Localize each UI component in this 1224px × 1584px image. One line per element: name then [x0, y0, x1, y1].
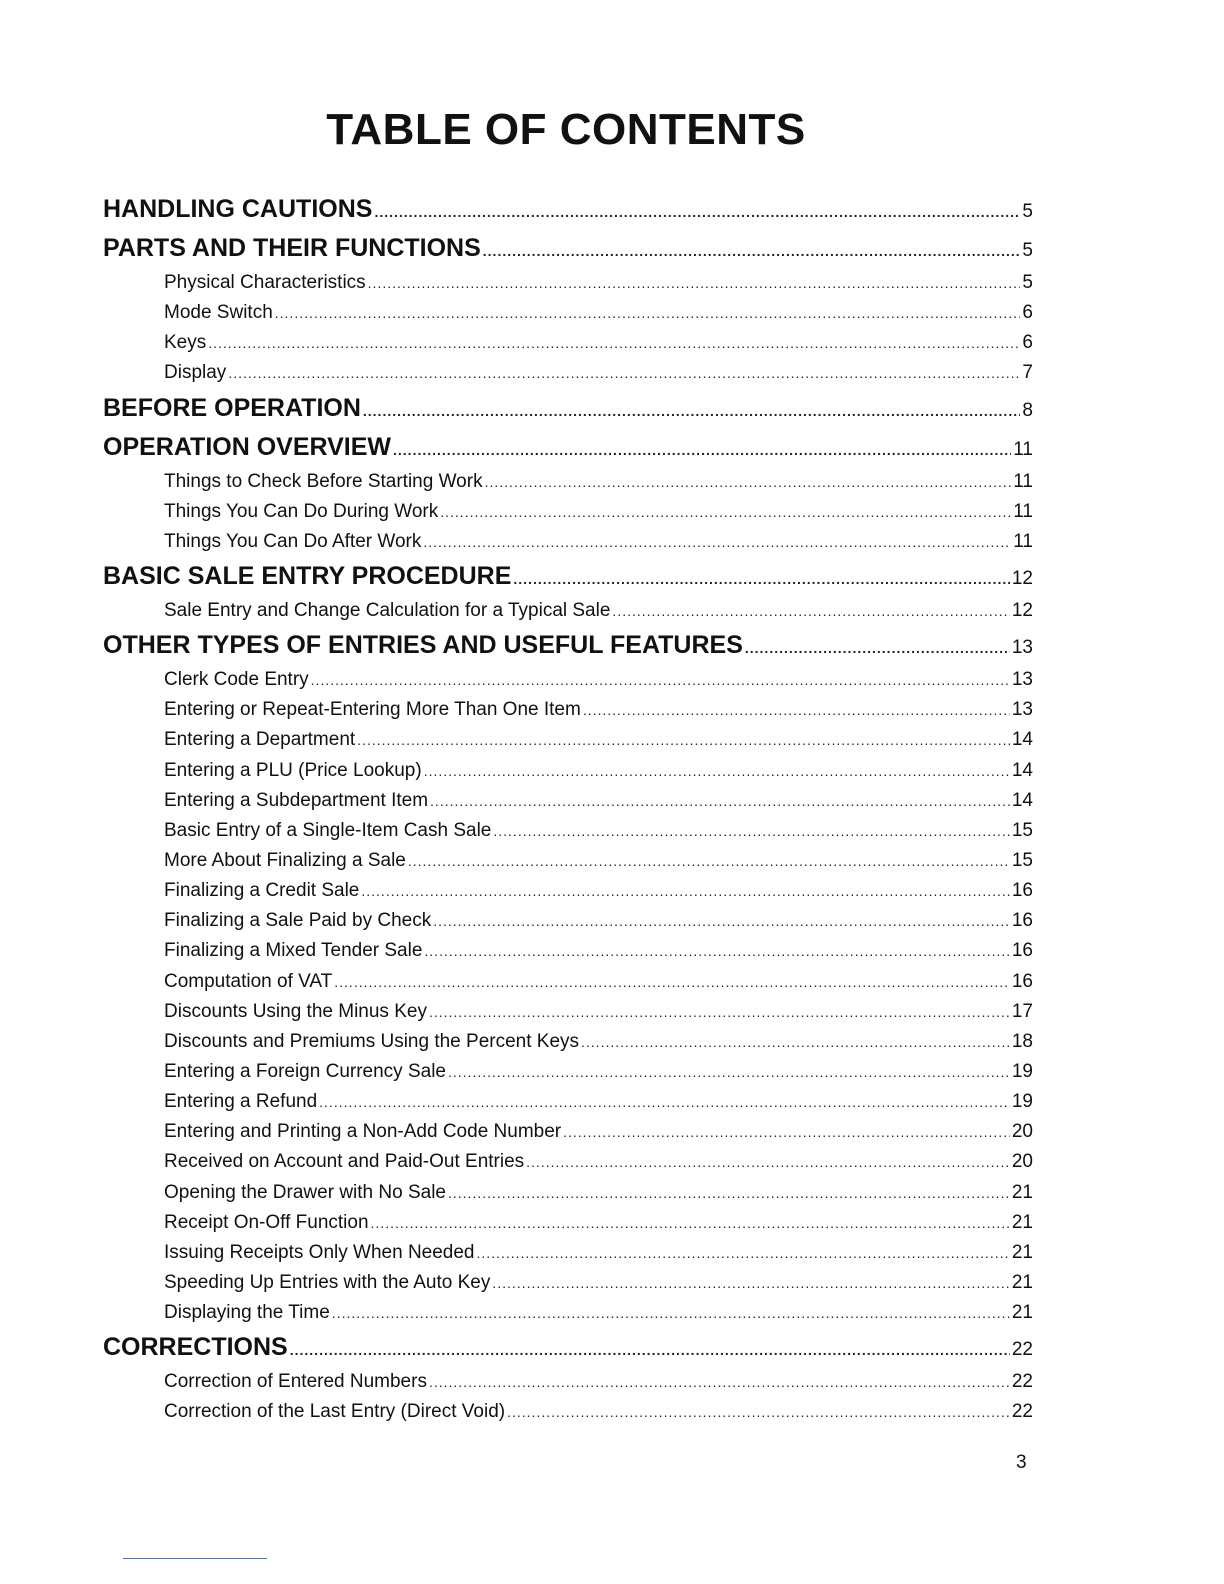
toc-section[interactable] — [103, 389, 1033, 428]
toc-page-number: 13 — [1011, 637, 1033, 659]
toc-page-number: 14 — [1011, 789, 1033, 811]
dot-leader — [319, 1087, 1010, 1117]
toc-page-number: 14 — [1011, 759, 1033, 781]
dot-leader — [430, 786, 1010, 816]
dot-leader — [493, 816, 1009, 846]
dot-leader — [448, 1057, 1010, 1087]
dot-leader — [368, 268, 1021, 298]
toc-item[interactable] — [103, 846, 1033, 876]
toc-section-title: OPERATION OVERVIEW — [103, 432, 392, 461]
toc-page-number: 11 — [1013, 470, 1033, 492]
toc-item[interactable] — [103, 725, 1033, 755]
dot-leader — [477, 1238, 1010, 1268]
toc-page-number: 14 — [1011, 729, 1033, 751]
toc-item-label: Finalizing a Sale Paid by Check — [164, 910, 432, 932]
toc-section[interactable] — [103, 626, 1033, 665]
toc-item[interactable] — [103, 665, 1033, 695]
toc-item-label: Display — [164, 362, 227, 384]
toc-item-label: Sale Entry and Change Calculation for a Typical Sale — [164, 599, 611, 621]
toc-page-number: 15 — [1011, 849, 1033, 871]
toc-item-label: Discounts and Premiums Using the Percent Keys — [164, 1030, 580, 1052]
dot-leader — [513, 560, 1009, 599]
toc-item-label: Opening the Drawer with No Sale — [164, 1181, 446, 1203]
toc-item-label: More About Finalizing a Sale — [164, 849, 406, 871]
toc-item[interactable] — [103, 695, 1033, 725]
dot-leader — [583, 695, 1010, 725]
toc-item[interactable] — [103, 967, 1033, 997]
toc-item[interactable] — [103, 876, 1033, 906]
toc-page-number: 5 — [1022, 240, 1033, 261]
dot-leader — [311, 665, 1010, 695]
toc-item-label: Finalizing a Credit Sale — [164, 880, 360, 902]
toc-section[interactable] — [103, 1328, 1033, 1367]
toc-item[interactable] — [103, 1397, 1033, 1427]
toc-item[interactable] — [103, 596, 1033, 626]
toc-item-label: Things to Check Before Starting Work — [164, 470, 483, 492]
toc-item-label: Correction of the Last Entry (Direct Void) — [164, 1401, 506, 1423]
toc-item[interactable] — [103, 1298, 1033, 1328]
toc-item-label: Entering a Foreign Currency Sale — [164, 1060, 446, 1082]
toc-item-label: Entering or Repeat-Entering More Than One Item — [164, 699, 581, 721]
toc-item[interactable] — [103, 1117, 1033, 1147]
dot-leader — [275, 298, 1021, 328]
toc-page-number: 22 — [1011, 1401, 1033, 1423]
toc-item[interactable] — [103, 497, 1033, 527]
toc-item-label: Clerk Code Entry — [164, 669, 309, 691]
dot-leader — [483, 232, 1021, 271]
dot-leader — [440, 497, 1011, 527]
toc-item[interactable] — [103, 1208, 1033, 1238]
dot-leader — [423, 527, 1011, 557]
toc-item-label: Entering a Subdepartment Item — [164, 789, 429, 811]
toc-item-label: Entering a PLU (Price Lookup) — [164, 759, 422, 781]
toc-item[interactable] — [103, 358, 1033, 388]
toc-item[interactable] — [103, 268, 1033, 298]
toc-page-number: 11 — [1013, 500, 1033, 522]
dot-leader — [363, 392, 1021, 431]
toc-page-number: 17 — [1011, 1000, 1033, 1022]
dot-leader — [228, 358, 1020, 388]
toc-item[interactable] — [103, 816, 1033, 846]
toc-item-label: Receipt On-Off Function — [164, 1211, 369, 1233]
toc-item[interactable] — [103, 527, 1033, 557]
toc-section-title: BEFORE OPERATION — [103, 393, 361, 422]
toc-item-label: Entering a Department — [164, 729, 356, 751]
toc-item-label: Entering a Refund — [164, 1091, 318, 1113]
toc-item-label: Mode Switch — [164, 302, 273, 324]
dot-leader — [408, 846, 1010, 876]
dot-leader — [334, 967, 1010, 997]
toc-item-label: Computation of VAT — [164, 970, 333, 992]
dot-leader — [485, 467, 1012, 497]
dot-leader — [581, 1027, 1010, 1057]
toc-page-number: 19 — [1011, 1060, 1033, 1082]
toc-item[interactable] — [103, 1367, 1033, 1397]
toc-page-number: 5 — [1022, 201, 1033, 222]
toc-item-label: Issuing Receipts Only When Needed — [164, 1241, 475, 1263]
toc-item[interactable] — [103, 1057, 1033, 1087]
toc-page-number: 12 — [1011, 567, 1033, 589]
toc-section[interactable] — [103, 557, 1033, 596]
toc-page-number: 6 — [1022, 302, 1033, 324]
toc-page-number: 21 — [1011, 1211, 1033, 1233]
dot-leader — [433, 906, 1010, 936]
dot-leader — [371, 1208, 1010, 1238]
toc-page-number: 19 — [1011, 1091, 1033, 1113]
dot-leader — [424, 756, 1010, 786]
toc-page-number: 5 — [1022, 272, 1033, 293]
toc-page-number: 22 — [1011, 1339, 1033, 1361]
table-of-contents — [103, 190, 1033, 1428]
toc-page-number: 16 — [1011, 880, 1033, 902]
toc-item-label: Entering and Printing a Non-Add Code Number — [164, 1121, 562, 1143]
page-number: 3 — [1016, 1452, 1027, 1473]
toc-item-label: Speeding Up Entries with the Auto Key — [164, 1271, 491, 1293]
toc-page-number: 21 — [1011, 1181, 1033, 1203]
toc-section[interactable] — [103, 190, 1033, 229]
toc-item[interactable] — [103, 906, 1033, 936]
toc-item[interactable] — [103, 1027, 1033, 1057]
toc-page-number: 15 — [1011, 819, 1033, 841]
toc-item-label: Finalizing a Mixed Tender Sale — [164, 940, 423, 962]
toc-item-label: Things You Can Do During Work — [164, 500, 439, 522]
toc-item[interactable] — [103, 786, 1033, 816]
toc-item-label: Discounts Using the Minus Key — [164, 1000, 427, 1022]
dot-leader — [357, 725, 1010, 755]
toc-item-label: Keys — [164, 332, 207, 354]
toc-section[interactable] — [103, 428, 1033, 467]
dot-leader — [393, 431, 1011, 470]
toc-page-number: 13 — [1011, 699, 1033, 721]
toc-page-number: 21 — [1011, 1302, 1033, 1324]
dot-leader — [612, 596, 1009, 626]
toc-item-label: Displaying the Time — [164, 1302, 330, 1324]
toc-item[interactable] — [103, 936, 1033, 966]
toc-page-number: 16 — [1011, 970, 1033, 992]
dot-leader — [208, 328, 1020, 358]
dot-leader — [429, 997, 1010, 1027]
toc-page-number: 7 — [1022, 362, 1033, 384]
toc-page-number: 16 — [1011, 940, 1033, 962]
toc-item-label: Correction of Entered Numbers — [164, 1371, 427, 1393]
toc-page-number: 12 — [1011, 599, 1033, 621]
toc-page-number: 6 — [1022, 332, 1033, 354]
toc-page-number: 16 — [1011, 910, 1033, 932]
toc-item[interactable] — [103, 328, 1033, 358]
toc-item-label: Received on Account and Paid-Out Entries — [164, 1151, 525, 1173]
dot-leader — [745, 629, 1010, 668]
toc-item[interactable] — [103, 1087, 1033, 1117]
toc-item[interactable] — [103, 1178, 1033, 1208]
page-title: TABLE OF CONTENTS — [326, 105, 806, 154]
toc-item[interactable] — [103, 997, 1033, 1027]
toc-page-number: 22 — [1011, 1371, 1033, 1393]
toc-page-number: 11 — [1013, 530, 1033, 552]
toc-page-number: 11 — [1013, 438, 1033, 460]
dot-leader — [361, 876, 1009, 906]
toc-page-number: 21 — [1011, 1241, 1033, 1263]
toc-page-number: 18 — [1011, 1030, 1033, 1052]
dot-leader — [448, 1178, 1010, 1208]
toc-page-number: 13 — [1011, 669, 1033, 691]
dot-leader — [424, 936, 1009, 966]
toc-item-label: Basic Entry of a Single-Item Cash Sale — [164, 819, 492, 841]
toc-item-label: Things You Can Do After Work — [164, 530, 422, 552]
dot-leader — [492, 1268, 1009, 1298]
footer-rule — [123, 1558, 267, 1559]
toc-section-title: OTHER TYPES OF ENTRIES AND USEFUL FEATURES — [103, 631, 743, 660]
toc-section-title: CORRECTIONS — [103, 1333, 288, 1362]
toc-page-number: 21 — [1011, 1271, 1033, 1293]
toc-item[interactable] — [103, 467, 1033, 497]
toc-item[interactable] — [103, 1268, 1033, 1298]
toc-page-number: 8 — [1022, 399, 1033, 421]
toc-section-title: HANDLING CAUTIONS — [103, 195, 373, 223]
dot-leader — [290, 1331, 1010, 1370]
dot-leader — [429, 1367, 1010, 1397]
toc-section-title: BASIC SALE ENTRY PROCEDURE — [103, 561, 512, 590]
toc-section[interactable] — [103, 229, 1033, 268]
toc-page-number: 20 — [1011, 1121, 1033, 1143]
dot-leader — [507, 1397, 1010, 1427]
dot-leader — [374, 193, 1020, 232]
toc-item[interactable] — [103, 298, 1033, 328]
toc-section-title: PARTS AND THEIR FUNCTIONS — [103, 234, 481, 262]
toc-item[interactable] — [103, 1238, 1033, 1268]
dot-leader — [563, 1117, 1010, 1147]
toc-item[interactable] — [103, 1147, 1033, 1177]
toc-page-number: 20 — [1011, 1151, 1033, 1173]
toc-item-label: Physical Characteristics — [164, 272, 366, 293]
dot-leader — [526, 1147, 1010, 1177]
dot-leader — [332, 1298, 1010, 1328]
toc-item[interactable] — [103, 756, 1033, 786]
